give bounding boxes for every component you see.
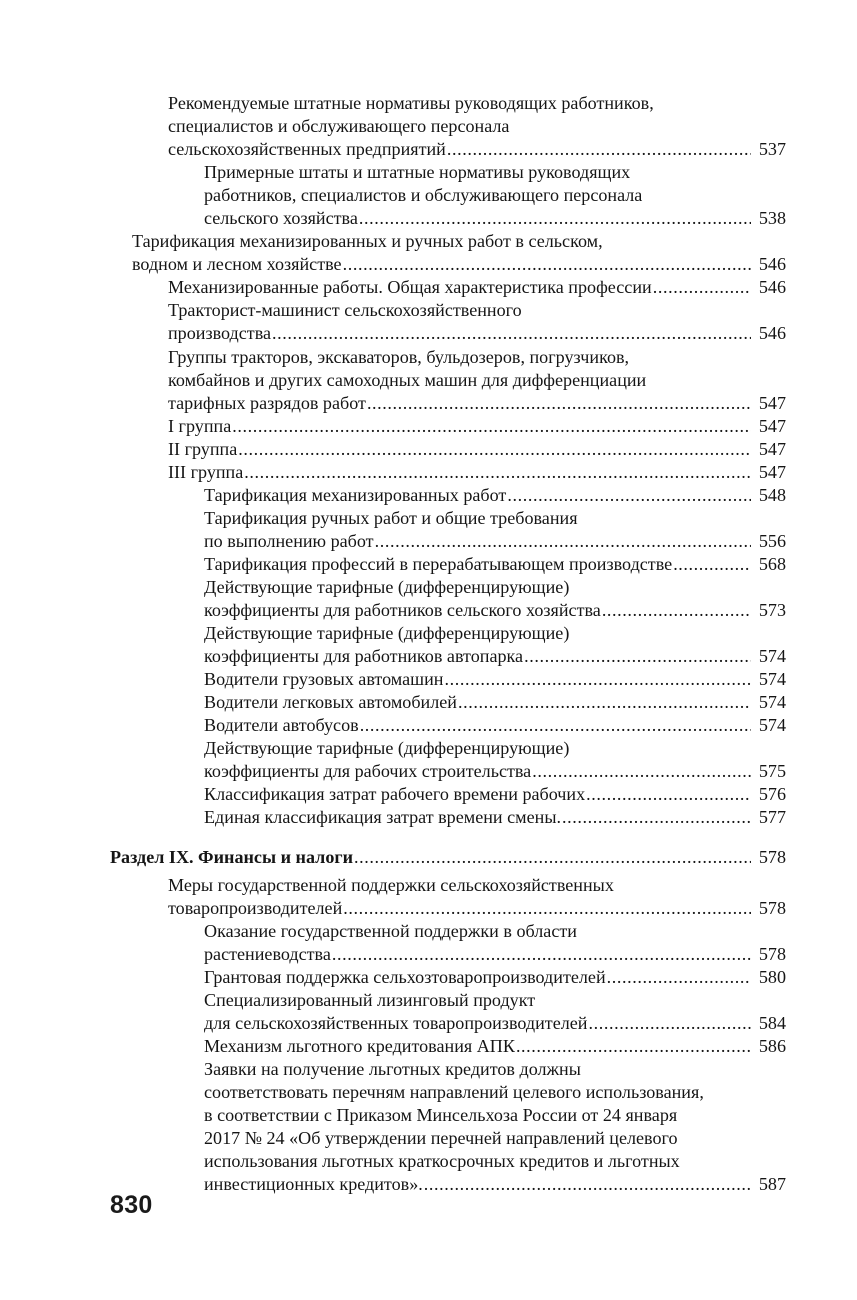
toc-entry-last-line [204, 484, 786, 507]
dot-leader [673, 553, 751, 576]
toc-entry-page-number: 546 [758, 254, 786, 275]
dot-leader [424, 1173, 751, 1196]
toc-entry-title: Раздел IX. Финансы и налоги [110, 846, 354, 867]
toc-entry-title: II группа [168, 438, 238, 459]
dot-leader [532, 760, 751, 783]
toc-entry-page-number: 546 [758, 323, 786, 344]
toc-entry-title: для сельскохозяйственных товаропроизводителей [204, 1012, 588, 1033]
toc-entry-title: сельского хозяйства [204, 208, 358, 229]
toc-entry-text-line: Тарификация ручных работ и общие требования [204, 507, 578, 528]
toc-entry-page-number: 587 [758, 1174, 786, 1195]
toc-entry-title: растениеводства [204, 943, 331, 964]
toc-entry-last-line [168, 392, 786, 415]
dot-leader [360, 714, 751, 737]
toc-entry-last-line [204, 1035, 786, 1058]
toc-entry-title: I группа [168, 415, 232, 436]
toc-entry-list [110, 92, 786, 1196]
toc-entry[interactable] [110, 438, 786, 461]
toc-entry-text-line: Рекомендуемые штатные нормативы руководящих работников, [168, 93, 654, 113]
dot-leader [653, 276, 751, 299]
toc-entry-page-number: 547 [758, 438, 786, 459]
dot-leader [367, 392, 751, 415]
toc-entry[interactable] [110, 737, 786, 783]
toc-entry-page-number: 578 [758, 846, 786, 867]
dot-leader [343, 253, 751, 276]
toc-entry-text-line: Тарификация механизированных и ручных работ в сельском, [132, 231, 603, 252]
toc-entry[interactable] [110, 1058, 786, 1196]
toc-entry-text-line: Примерные штаты и штатные нормативы руководящих [204, 162, 631, 183]
toc-entry-text-line: Действующие тарифные (дифференцирующие) [204, 576, 570, 597]
toc-entry-last-line [204, 599, 786, 622]
toc-entry-title: коэффициенты для рабочих строительства [204, 761, 532, 782]
toc-entry-title: производства [168, 323, 272, 344]
toc-entry-page-number: 574 [758, 715, 786, 736]
toc-entry-last-line [168, 322, 786, 345]
dot-leader [516, 1035, 751, 1058]
toc-entry-title: Механизм льготного кредитования АПК [204, 1035, 515, 1056]
dot-leader [458, 691, 751, 714]
toc-section-heading[interactable] [110, 846, 786, 869]
toc-entry-text-line: Меры государственной поддержки сельскохозяйственных [168, 874, 614, 895]
toc-entry-title: водном и лесном хозяйстве [132, 254, 342, 275]
toc-entry[interactable] [110, 553, 786, 576]
toc-entry-page-number: 537 [758, 139, 786, 160]
toc-entry-last-line [168, 461, 786, 484]
toc-entry-page-number: 577 [758, 807, 786, 828]
toc-entry-text-line: Действующие тарифные (дифференцирующие) [204, 738, 570, 759]
toc-entry-last-line [168, 138, 786, 161]
dot-leader [586, 783, 751, 806]
toc-entry-page-number: 546 [758, 277, 786, 298]
dot-leader [607, 966, 751, 989]
toc-entry[interactable] [110, 576, 786, 622]
toc-entry-title: коэффициенты для работников автопарка [204, 646, 524, 667]
toc-entry-last-line [204, 806, 786, 829]
toc-entry[interactable] [110, 299, 786, 345]
dot-leader [375, 530, 751, 553]
dot-leader [524, 645, 751, 668]
toc-entry-text-line: комбайнов и других самоходных машин для дифференциации [168, 369, 647, 390]
toc-entry[interactable] [110, 484, 786, 507]
toc-entry-last-line [204, 668, 786, 691]
toc-entry-text-line: в соответствии с Приказом Минсельхоза России от 24 января [204, 1105, 678, 1126]
toc-entry-last-line [204, 691, 786, 714]
dot-leader [332, 943, 751, 966]
toc-entry-page-number: 568 [758, 553, 786, 574]
toc-entry-last-line [204, 760, 786, 783]
toc-entry-page-number: 547 [758, 461, 786, 482]
toc-entry-title: коэффициенты для работников сельского хозяйства [204, 600, 601, 621]
toc-entry[interactable] [110, 276, 786, 299]
toc-entry-text-line: использования льготных краткосрочных кредитов и льготных [204, 1151, 680, 1172]
dot-leader [588, 1012, 751, 1035]
toc-entry-text-line: Специализированный лизинговый продукт [204, 989, 536, 1010]
toc-entry-page-number: 574 [758, 692, 786, 713]
toc-entry[interactable] [110, 783, 786, 806]
dot-leader [507, 484, 751, 507]
dot-leader [447, 138, 751, 161]
toc-entry-page-number: 547 [758, 392, 786, 413]
dot-leader [232, 415, 751, 438]
dot-leader [354, 846, 751, 869]
toc-entry[interactable] [110, 806, 786, 829]
toc-entry[interactable] [110, 346, 786, 415]
toc-entry-page-number: 547 [758, 415, 786, 436]
toc-entry[interactable] [110, 507, 786, 553]
toc-entry-text-line: работников, специалистов и обслуживающего персонала [204, 185, 643, 206]
toc-entry-page-number: 576 [758, 784, 786, 805]
dot-leader [343, 897, 751, 920]
toc-entry-page-number: 580 [758, 966, 786, 987]
toc-entry-last-line [204, 943, 786, 966]
toc-entry-title: Водители легковых автомобилей [204, 692, 457, 713]
toc-entry[interactable] [110, 92, 786, 161]
toc-entry-last-line [168, 415, 786, 438]
toc-entry-page-number: 574 [758, 646, 786, 667]
toc-entry[interactable] [110, 622, 786, 668]
toc-entry-text-line: Заявки на получение льготных кредитов должны [204, 1058, 581, 1079]
toc-entry-last-line [204, 714, 786, 737]
toc-entry-page-number: 573 [758, 600, 786, 621]
toc-entry-title: Классификация затрат рабочего времени рабочих [204, 784, 586, 805]
toc-entry-title: III группа [168, 461, 244, 482]
toc-entry-text-line: Оказание государственной поддержки в области [204, 920, 577, 941]
toc-entry[interactable] [110, 1035, 786, 1058]
toc-entry-last-line [168, 897, 786, 920]
toc-entry-text-line: Тракторист-машинист сельскохозяйственного [168, 300, 522, 321]
toc-entry-title: Механизированные работы. Общая характеристика профессии [168, 277, 652, 298]
toc-entry[interactable] [110, 989, 786, 1035]
toc-entry-page-number: 574 [758, 669, 786, 690]
toc-entry-page-number: 556 [758, 530, 786, 551]
toc-entry-title: по выполнению работ [204, 530, 374, 551]
toc-entry-text-line: соответствовать перечням направлений целевого использования, [204, 1081, 704, 1102]
toc-entry-last-line [204, 530, 786, 553]
toc-entry[interactable] [110, 920, 786, 966]
toc-entry-page-number: 578 [758, 897, 786, 918]
toc-entry-title: Водители автобусов [204, 715, 359, 736]
toc-entry-page-number: 548 [758, 484, 786, 505]
toc-entry-page-number: 538 [758, 208, 786, 229]
toc-entry[interactable] [110, 691, 786, 714]
toc-entry-text-line: 2017 № 24 «Об утверждении перечней направлений целевого [204, 1128, 678, 1149]
dot-leader [562, 806, 751, 829]
toc-entry-last-line [204, 645, 786, 668]
dot-leader [272, 322, 751, 345]
dot-leader [359, 207, 751, 230]
toc-entry-page-number: 586 [758, 1035, 786, 1056]
toc-entry-title: Тарификация механизированных работ [204, 484, 507, 505]
toc-entry-text-line: Действующие тарифные (дифференцирующие) [204, 623, 570, 644]
toc-entry-text-line: Группы тракторов, экскаваторов, бульдозеров, погрузчиков, [168, 346, 630, 367]
toc-entry-page-number: 575 [758, 761, 786, 782]
toc-entry-title: товаропроизводителей [168, 897, 343, 918]
toc-entry-last-line [204, 553, 786, 576]
toc-entry-title: Водители грузовых автомашин [204, 669, 444, 690]
dot-leader [244, 461, 751, 484]
toc-entry-last-line [110, 846, 786, 869]
toc-entry-last-line [204, 1012, 786, 1035]
toc-entry-last-line [168, 276, 786, 299]
toc-entry-title: Грантовая поддержка сельхозтоваропроизводителей [204, 966, 606, 987]
toc-entry-page-number: 584 [758, 1012, 786, 1033]
toc-entry[interactable] [110, 874, 786, 920]
toc-entry-last-line [204, 783, 786, 806]
toc-entry-last-line [204, 1173, 786, 1196]
toc-entry-title: тарифных разрядов работ [168, 392, 366, 413]
toc-entry[interactable] [110, 415, 786, 438]
toc-entry-last-line [168, 438, 786, 461]
dot-leader [602, 599, 751, 622]
dot-leader [444, 668, 751, 691]
toc-entry-title: сельскохозяйственных предприятий [168, 139, 446, 160]
toc-entry-last-line [204, 207, 786, 230]
toc-entry[interactable] [110, 230, 786, 276]
toc-entry[interactable] [110, 714, 786, 737]
page-number-folio: 830 [110, 1191, 153, 1219]
toc-entry-last-line [204, 966, 786, 989]
toc-entry-title: инвестиционных кредитов». [204, 1174, 423, 1195]
toc-entry-last-line [132, 253, 786, 276]
toc-entry-text-line: специалистов и обслуживающего персонала [168, 116, 510, 137]
toc-entry-title: Единая классификация затрат времени смены. [204, 807, 562, 828]
toc-entry[interactable] [110, 461, 786, 484]
toc-entry[interactable] [110, 966, 786, 989]
toc-entry[interactable] [110, 161, 786, 230]
dot-leader [238, 438, 751, 461]
toc-entry[interactable] [110, 668, 786, 691]
toc-entry-title: Тарификация профессий в перерабатывающем производстве [204, 553, 673, 574]
toc-entry-page-number: 578 [758, 943, 786, 964]
